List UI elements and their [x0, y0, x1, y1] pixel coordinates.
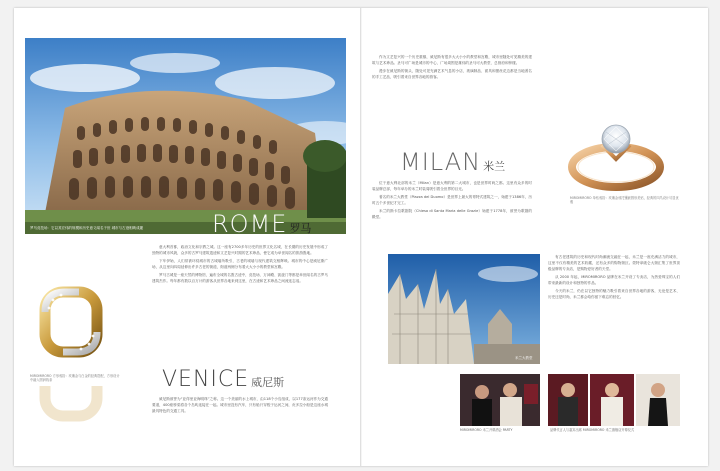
square-ring-caption: MIROMIRORO 方形戒指：玫瑰金与白金的经典搭配，方形设计中融入圆润线条 [30, 374, 120, 382]
rome-paragraph: 罗马古城是一座天然的博物馆，遍布全城的名胜古迹中，竞技场、万神殿、凯旋门等都是举世闻名的古罗马建筑杰作。每年都有数以百万计的游客从世界各地来到这里，在古迹和艺术珍品之间流连忘返。 [152, 273, 328, 283]
milan-paragraph: 米兰的斯卡拉歌剧院（Chiesa di Santa Maria delle Grazie）始建于1778年，被誉为歌剧的殿堂。 [372, 209, 532, 219]
intro-paragraph: 漫步在威尼斯的街头，随处可见充满艺术气息的小店，玻璃制品、面具和蕾丝花边都是当地著名的手工艺品，吸引着来自世界各地的游客。 [372, 69, 532, 79]
venice-title [162, 369, 284, 391]
milan-article [372, 180, 532, 250]
square-ring-reflection [35, 386, 107, 426]
milan-title-cn: 米兰 [483, 160, 506, 173]
rome-photo-caption: 罗马竞技场：它以其宏伟的规模和历史意义闻名于世 城市与古迹相映成趣 [30, 226, 144, 230]
event-photo [590, 374, 634, 426]
rome-title-en: ROME [212, 210, 288, 238]
milan-article-continued [548, 254, 680, 370]
event-photo [636, 374, 680, 426]
milan-title-en: MILAN [400, 148, 482, 176]
milan-paragraph: 今天的米兰，仍在以它独特的魅力吸引着来自世界各地的游客，无论是艺术、历史还是时尚，米兰都会给你留下难忘的回忆。 [548, 289, 680, 299]
event-photo [548, 374, 588, 426]
solitaire-ring-photo [560, 115, 672, 197]
milan-paragraph: 有古老建筑的历史和现代时尚潮流交融在一起，米兰是一座充满活力的城市，这里不仅有精美的艺术收藏，还有众多的购物街区。蒙特拿破仑大街汇集了世界顶级品牌的专卖店，是购物爱好者的天堂。 [548, 255, 680, 271]
rome-title [212, 212, 311, 236]
rome-paragraph: 下车伊始，人们常被环绕城市的古城墙所吸引，古老的城墙与现代建筑交相辉映。城市的中心是威尼斯广场，从这里向四周延伸出许多古老的街道，街道两侧分布着大大小小的教堂和宫殿。 [152, 259, 328, 269]
venice-paragraph: 威尼斯被誉为“亚得里亚海明珠”之称。这一个美丽的水上城市，由118个小岛组成，以177条运河作为交通要道，400座桥梁将各个岛屿连接在一起。城市里没有汽车，只有船只穿梭于运河之间，贡多拉小船是这座水城最具特色的交通工具。 [152, 397, 328, 413]
intro-paragraph: 作为文艺复兴的一个历史重镇，威尼斯有很多大大小小的教堂和宫殿，城市里随处可见精美的建筑与艺术珍品。圣马可广场是城市的中心，广场周围是雄伟的圣马可大教堂、总督府和钟楼。 [372, 55, 532, 65]
page-gutter [360, 8, 362, 466]
milan-intro-article [372, 54, 532, 154]
milan-paragraph: 位于意大利北部的米兰（Milan）是意大利的第二大城市，也是世界时尚之都。这里有众多的时装品牌总部，每年举办的米兰时装周吸引着全世界的目光。 [372, 181, 532, 191]
event-photo-caption-left: MIROMIRORO 米兰开幕酒会 PARTY [460, 428, 513, 432]
square-ring-photo [35, 282, 107, 364]
event-photo-caption-right: 品牌代言人与嘉宾出席 MIROMIRORO 米兰旗舰店开幕仪式 [550, 428, 635, 432]
rome-paragraph: 意大利首都，政治文化和宗教之城。这一座有2700多年历史的世界文化名城，在长期的历史发展中形成了独特的城市风貌，众多的古罗马建筑遗迹和文艺复兴时期的艺术珍品，使它成为举世闻名的旅游胜地。 [152, 245, 328, 255]
rome-colosseum-photo [25, 38, 346, 234]
venice-title-cn: 威尼斯 [251, 376, 285, 389]
milan-title [400, 150, 505, 174]
venice-title-en: VENICE [162, 367, 250, 392]
milan-cathedral-photo [388, 254, 540, 364]
milan-paragraph: 从 2000 年起，MIROMIRORO 品牌在米兰开设了专卖店，为热爱珠宝的人们带来最新的设计和独特的作品。 [548, 275, 680, 285]
event-photo [460, 374, 540, 426]
venice-article [152, 396, 328, 438]
solitaire-ring-caption: MIROMIRORO 单钻戒指：玫瑰金戒托镶嵌圆形美钻，经典的四爪设计尽显优雅 [570, 196, 679, 204]
milan-paragraph: 著名的米兰大教堂（Piazza del Duomo）是世界上最大的哥特式建筑之一，始建于1386年，历时五个多世纪才完工。 [372, 195, 532, 205]
rome-article [152, 244, 328, 362]
rome-title-cn: 罗马 [289, 222, 312, 235]
milan-photo-caption: 米兰大教堂 [515, 356, 533, 360]
